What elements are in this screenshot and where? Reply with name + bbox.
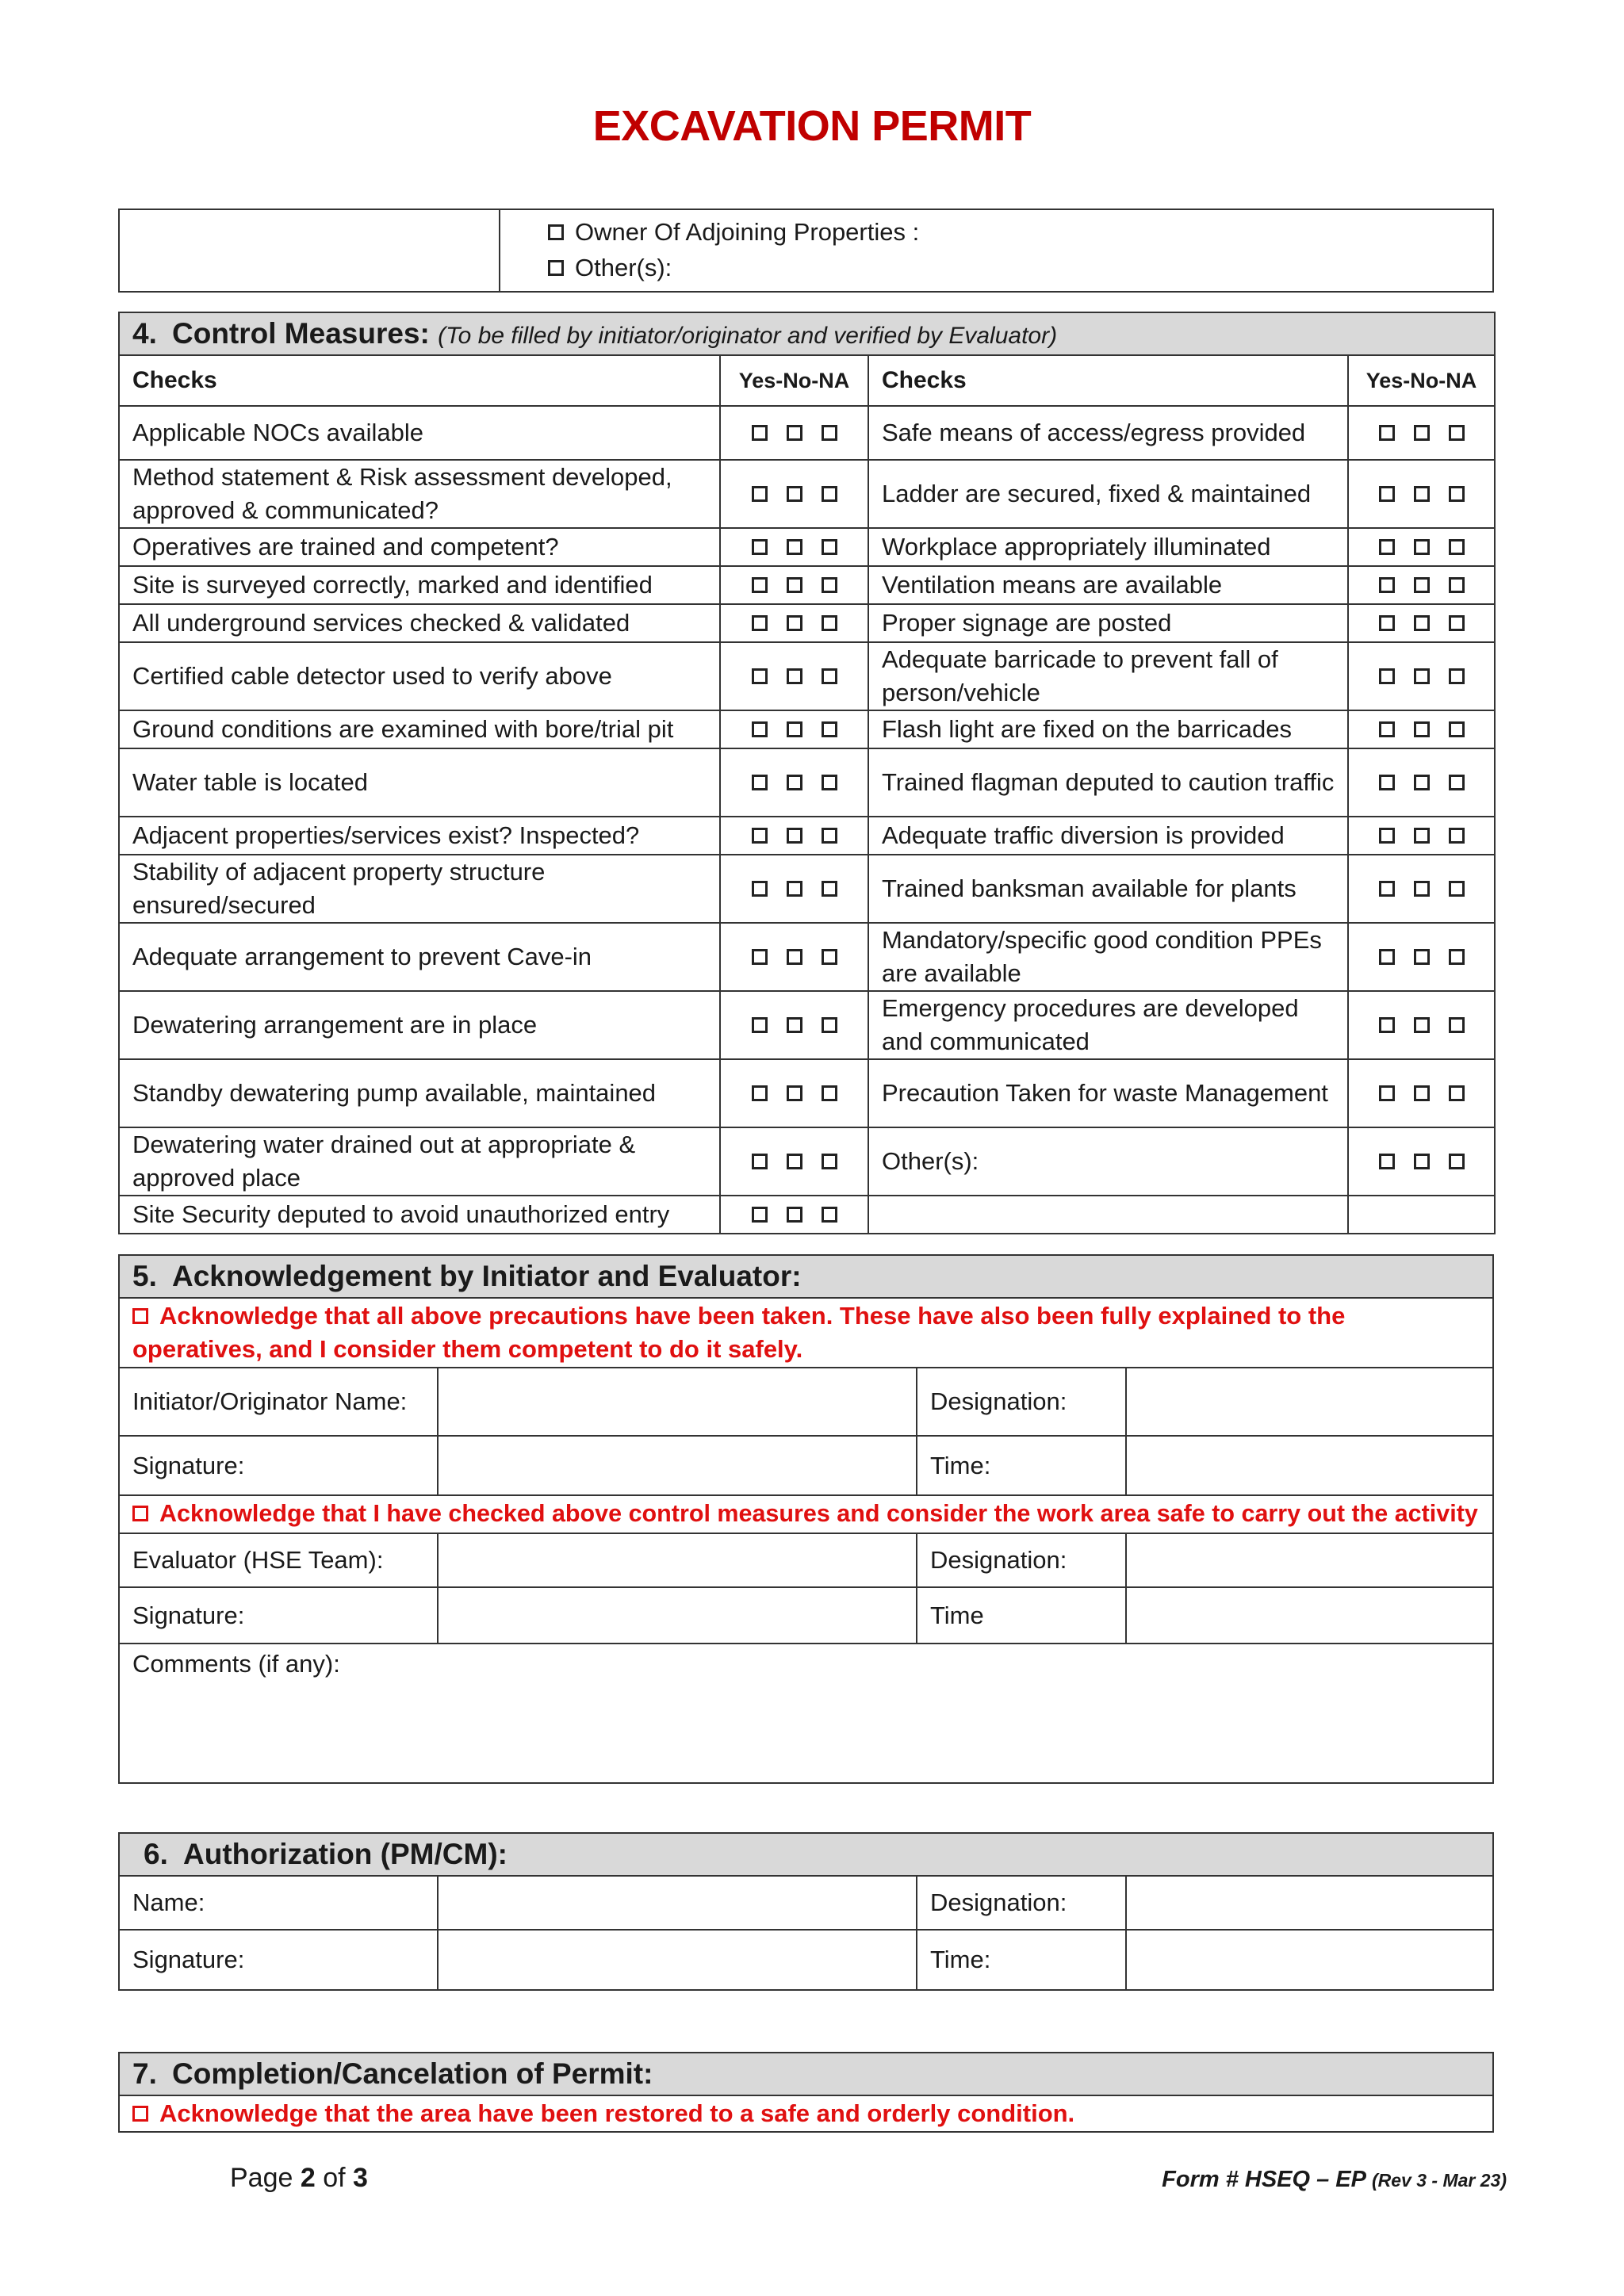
auth-time-field[interactable] [1126,1930,1493,1990]
top-box [118,209,1494,293]
yes-checkbox-icon[interactable] [1379,539,1395,555]
evaluator-time-label: Time [917,1587,1126,1644]
check-row [119,991,1495,1059]
na-checkbox-icon[interactable] [822,425,837,441]
na-checkbox-icon[interactable] [1449,775,1465,790]
check-row [119,406,1495,460]
col-yn-left: Yes-No-NA [720,355,868,406]
evaluator-label: Evaluator (HSE Team): [119,1533,438,1587]
check-left-label: Dewatering water drained out at appropriate & approved place [119,1127,720,1196]
yes-no-na-left [720,528,868,566]
initiator-designation-field[interactable] [1126,1368,1493,1436]
na-checkbox-icon[interactable] [822,1154,837,1169]
check-right-label: Adequate barricade to prevent fall of person/vehicle [868,642,1348,710]
na-checkbox-icon[interactable] [1449,949,1465,965]
yes-checkbox-icon[interactable] [752,1017,768,1033]
no-checkbox-icon[interactable] [787,721,802,737]
section7-header: 7. Completion/Cancelation of Permit: [119,2053,1493,2095]
check-right-label: Emergency procedures are developed and communicated [868,991,1348,1059]
na-checkbox-icon[interactable] [822,1017,837,1033]
yes-no-na-right [1348,748,1495,817]
check-right-label: Precaution Taken for waste Management [868,1059,1348,1127]
na-checkbox-icon[interactable] [822,577,837,593]
ack-evaluator[interactable]: Acknowledge that I have checked above control measures and consider the work area safe to carry out the activity [119,1495,1493,1533]
yes-checkbox-icon[interactable] [1379,486,1395,502]
check-left-label: Ground conditions are examined with bore/trial pit [119,710,720,748]
no-checkbox-icon[interactable] [787,775,802,790]
na-checkbox-icon[interactable] [822,1085,837,1101]
yes-checkbox-icon[interactable] [752,425,768,441]
no-checkbox-icon[interactable] [1414,539,1430,555]
evaluator-signature-field[interactable] [438,1587,917,1644]
check-right-label: Safe means of access/egress provided [868,406,1348,460]
yes-checkbox-icon[interactable] [752,1207,768,1223]
check-left-label: Site Security deputed to avoid unauthorized entry [119,1196,720,1234]
section5-header: 5. Acknowledgement by Initiator and Evaluator: [119,1255,1493,1298]
col-yn-right: Yes-No-NA [1348,355,1495,406]
no-checkbox-icon[interactable] [1414,668,1430,684]
checkbox-icon[interactable] [548,260,564,276]
check-row [119,710,1495,748]
no-checkbox-icon[interactable] [1414,615,1430,631]
yes-checkbox-icon[interactable] [1379,668,1395,684]
section6-header: 6. Authorization (PM/CM): [119,1833,1493,1876]
yes-checkbox-icon[interactable] [1379,881,1395,897]
no-checkbox-icon[interactable] [787,949,802,965]
initiator-name-label: Initiator/Originator Name: [119,1368,438,1436]
yes-no-na-left [720,604,868,642]
no-checkbox-icon[interactable] [1414,577,1430,593]
no-checkbox-icon[interactable] [787,668,802,684]
yes-no-na-left [720,923,868,991]
yes-no-na-left [720,566,868,604]
na-checkbox-icon[interactable] [822,881,837,897]
na-checkbox-icon[interactable] [822,775,837,790]
yes-checkbox-icon[interactable] [752,668,768,684]
check-left-label: Operatives are trained and competent? [119,528,720,566]
yes-no-na-right [1348,991,1495,1059]
auth-signature-field[interactable] [438,1930,917,1990]
yes-no-na-left [720,1127,868,1196]
yes-no-na-left [720,855,868,923]
check-row [119,604,1495,642]
completion-table [118,2052,1494,2133]
yes-no-na-right [1348,1127,1495,1196]
na-checkbox-icon[interactable] [1449,668,1465,684]
authorization-table [118,1832,1494,1991]
no-checkbox-icon[interactable] [787,1207,802,1223]
no-checkbox-icon[interactable] [1414,1017,1430,1033]
check-right-label: Ventilation means are available [868,566,1348,604]
yes-checkbox-icon[interactable] [752,828,768,844]
na-checkbox-icon[interactable] [1449,881,1465,897]
no-checkbox-icon[interactable] [787,539,802,555]
check-left-label: Water table is located [119,748,720,817]
auth-name-field[interactable] [438,1876,917,1930]
evaluator-designation-label: Designation: [917,1533,1126,1587]
no-checkbox-icon[interactable] [1414,1154,1430,1169]
na-checkbox-icon[interactable] [822,828,837,844]
no-checkbox-icon[interactable] [787,577,802,593]
na-checkbox-icon[interactable] [1449,615,1465,631]
no-checkbox-icon[interactable] [1414,828,1430,844]
na-checkbox-icon[interactable] [1449,1085,1465,1101]
yes-checkbox-icon[interactable] [1379,828,1395,844]
ack-initiator[interactable]: Acknowledge that all above precautions have been taken. These have also been fully explained to the operatives, and I consider them competent to do it safely. [119,1298,1493,1368]
check-row [119,855,1495,923]
yes-checkbox-icon[interactable] [1379,577,1395,593]
yes-checkbox-icon[interactable] [1379,949,1395,965]
yes-checkbox-icon[interactable] [752,775,768,790]
check-left-label: Certified cable detector used to verify above [119,642,720,710]
checkbox-icon[interactable] [132,2106,148,2122]
check-right-label: Adequate traffic diversion is provided [868,817,1348,855]
check-left-label: Method statement & Risk assessment developed, approved & communicated? [119,460,720,528]
auth-signature-label: Signature: [119,1930,438,1990]
no-checkbox-icon[interactable] [1414,486,1430,502]
yes-checkbox-icon[interactable] [1379,1085,1395,1101]
check-right-label: Trained flagman deputed to caution traffic [868,748,1348,817]
option-owner[interactable]: Owner Of Adjoining Properties : [548,215,1445,251]
na-checkbox-icon[interactable] [822,1207,837,1223]
no-checkbox-icon[interactable] [787,1154,802,1169]
evaluator-field[interactable] [438,1533,917,1587]
check-right-label: Trained banksman available for plants [868,855,1348,923]
top-box-options [500,209,1493,292]
yes-no-na-left [720,642,868,710]
evaluator-signature-label: Signature: [119,1587,438,1644]
yes-checkbox-icon[interactable] [752,1154,768,1169]
no-checkbox-icon[interactable] [787,1017,802,1033]
evaluator-designation-field[interactable] [1126,1533,1493,1587]
yes-checkbox-icon[interactable] [1379,1154,1395,1169]
section4-header: 4. Control Measures: (To be filled by initiator/originator and verified by Evaluator) [119,312,1495,355]
yes-no-na-left [720,406,868,460]
checkbox-icon[interactable] [132,1308,148,1324]
yes-no-na-right [1348,566,1495,604]
yes-checkbox-icon[interactable] [1379,775,1395,790]
section7-title: Completion/Cancelation of Permit: [172,2057,653,2091]
no-checkbox-icon[interactable] [787,881,802,897]
na-checkbox-icon[interactable] [822,486,837,502]
col-checks-left: Checks [119,355,720,406]
no-checkbox-icon[interactable] [1414,775,1430,790]
yes-no-na-right [1348,710,1495,748]
yes-no-na-right [1348,1196,1495,1234]
control-measures-table [118,312,1496,1234]
na-checkbox-icon[interactable] [1449,425,1465,441]
na-checkbox-icon[interactable] [1449,486,1465,502]
yes-checkbox-icon[interactable] [752,721,768,737]
check-right-label: Workplace appropriately illuminated [868,528,1348,566]
acknowledgement-table [118,1254,1494,1784]
check-row [119,1059,1495,1127]
initiator-signature-label: Signature: [119,1436,438,1495]
yes-no-na-left [720,817,868,855]
yes-no-na-right [1348,923,1495,991]
check-row [119,748,1495,817]
na-checkbox-icon[interactable] [1449,1017,1465,1033]
no-checkbox-icon[interactable] [1414,721,1430,737]
checkbox-icon[interactable] [548,224,564,240]
yes-no-na-left [720,460,868,528]
initiator-designation-label: Designation: [917,1368,1126,1436]
section4-note: (To be filled by initiator/originator and verified by Evaluator) [438,323,1058,350]
yes-no-na-left [720,710,868,748]
no-checkbox-icon[interactable] [787,615,802,631]
check-right-label: Flash light are fixed on the barricades [868,710,1348,748]
yes-no-na-right [1348,604,1495,642]
yes-checkbox-icon[interactable] [1379,1017,1395,1033]
section6-title: Authorization (PM/CM): [183,1838,508,1871]
initiator-signature-field[interactable] [438,1436,917,1495]
check-row [119,460,1495,528]
auth-designation-label: Designation: [917,1876,1126,1930]
check-right-label: Mandatory/specific good condition PPEs are available [868,923,1348,991]
initiator-time-label: Time: [917,1436,1126,1495]
check-right-label: Proper signage are posted [868,604,1348,642]
yes-checkbox-icon[interactable] [752,539,768,555]
na-checkbox-icon[interactable] [1449,828,1465,844]
no-checkbox-icon[interactable] [787,828,802,844]
na-checkbox-icon[interactable] [1449,539,1465,555]
check-right-label [868,1196,1348,1234]
page-number: Page 2 of 3 [230,2163,368,2193]
yes-no-na-left [720,1059,868,1127]
check-left-label: Standby dewatering pump available, maintained [119,1059,720,1127]
yes-no-na-right [1348,642,1495,710]
yes-no-na-right [1348,460,1495,528]
section5-title: Acknowledgement by Initiator and Evaluator: [172,1260,802,1293]
check-right-label: Ladder are secured, fixed & maintained [868,460,1348,528]
option-others[interactable]: Other(s): [548,251,1445,286]
no-checkbox-icon[interactable] [1414,1085,1430,1101]
yes-checkbox-icon[interactable] [752,615,768,631]
check-row [119,1196,1495,1234]
no-checkbox-icon[interactable] [787,1085,802,1101]
yes-checkbox-icon[interactable] [1379,615,1395,631]
initiator-name-field[interactable] [438,1368,917,1436]
yes-no-na-right [1348,817,1495,855]
na-checkbox-icon[interactable] [822,949,837,965]
check-row [119,566,1495,604]
yes-no-na-left [720,991,868,1059]
check-row [119,817,1495,855]
col-checks-right: Checks [868,355,1348,406]
yes-no-na-right [1348,1059,1495,1127]
na-checkbox-icon[interactable] [822,539,837,555]
yes-no-na-left [720,1196,868,1234]
check-row [119,528,1495,566]
check-left-label: Dewatering arrangement are in place [119,991,720,1059]
no-checkbox-icon[interactable] [1414,881,1430,897]
check-row [119,923,1495,991]
comments-label: Comments (if any): [132,1650,340,1678]
check-left-label: Adequate arrangement to prevent Cave-in [119,923,720,991]
yes-no-na-left [720,748,868,817]
check-left-label: Site is surveyed correctly, marked and identified [119,566,720,604]
check-row [119,642,1495,710]
na-checkbox-icon[interactable] [1449,1154,1465,1169]
initiator-time-field[interactable] [1126,1436,1493,1495]
comments-field[interactable] [119,1644,1493,1783]
yes-checkbox-icon[interactable] [752,577,768,593]
check-right-label: Other(s): [868,1127,1348,1196]
na-checkbox-icon[interactable] [822,615,837,631]
yes-checkbox-icon[interactable] [752,486,768,502]
check-left-label: Adjacent properties/services exist? Inspected? [119,817,720,855]
check-left-label: All underground services checked & validated [119,604,720,642]
auth-name-label: Name: [119,1876,438,1930]
yes-no-na-right [1348,406,1495,460]
no-checkbox-icon[interactable] [1414,425,1430,441]
na-checkbox-icon[interactable] [1449,577,1465,593]
check-left-label: Applicable NOCs available [119,406,720,460]
top-box-blank [119,209,500,292]
check-left-label: Stability of adjacent property structure ensured/secured [119,855,720,923]
na-checkbox-icon[interactable] [822,668,837,684]
na-checkbox-icon[interactable] [822,721,837,737]
yes-checkbox-icon[interactable] [752,949,768,965]
yes-checkbox-icon[interactable] [1379,721,1395,737]
yes-no-na-right [1348,528,1495,566]
no-checkbox-icon[interactable] [1414,949,1430,965]
form-code: Form # HSEQ – EP (Rev 3 - Mar 23) [1162,2167,1507,2192]
evaluator-time-field[interactable] [1126,1587,1493,1644]
no-checkbox-icon[interactable] [787,486,802,502]
yes-checkbox-icon[interactable] [752,1085,768,1101]
auth-time-label: Time: [917,1930,1126,1990]
checkbox-icon[interactable] [132,1506,148,1521]
section4-title: Control Measures: [172,317,430,350]
no-checkbox-icon[interactable] [787,425,802,441]
page-title: EXCAVATION PERMIT [592,102,1032,150]
auth-designation-field[interactable] [1126,1876,1493,1930]
yes-checkbox-icon[interactable] [1379,425,1395,441]
check-row [119,1127,1495,1196]
yes-checkbox-icon[interactable] [752,881,768,897]
yes-no-na-right [1348,855,1495,923]
ack-completion[interactable]: Acknowledge that the area have been restored to a safe and orderly condition. [119,2095,1493,2132]
na-checkbox-icon[interactable] [1449,721,1465,737]
